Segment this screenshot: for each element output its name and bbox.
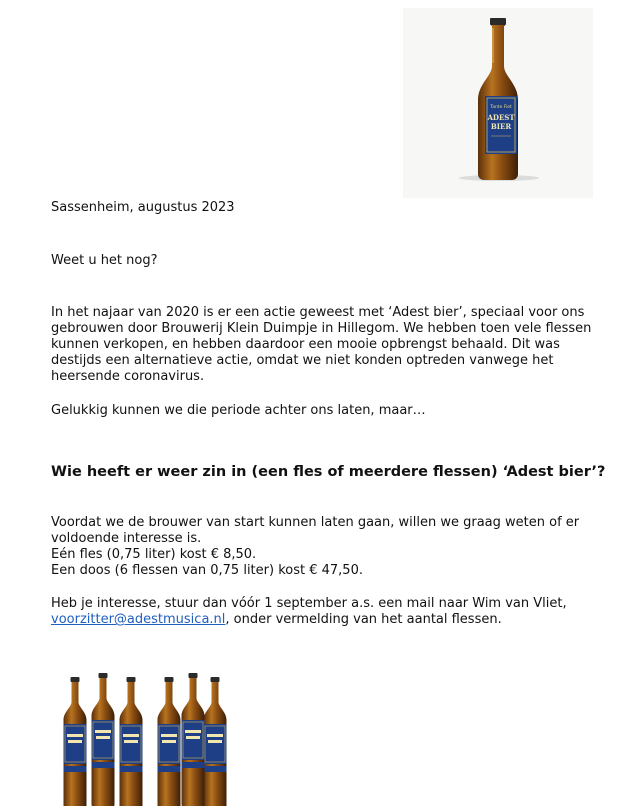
price-box: Een doos (6 flessen van 0,75 liter) kost € 47,50. [51,563,363,578]
contact-rest: , onder vermelding van het aantal flessen. [225,612,502,627]
place-date: Sassenheim, augustus 2023 [51,200,235,215]
details-paragraph [51,515,579,579]
label-line-1: Tante Fiet [490,105,512,110]
intro-line: kunnen verkopen, en hebben daardoor een mooie opbrengst behaald. Dit was [51,337,560,352]
email-link[interactable]: voorzitter@adestmusica.nl [51,612,226,627]
beer-bottle-icon [403,8,593,198]
intro-line: heersende coronavirus. [51,369,205,384]
closing-line: Gelukkig kunnen we die periode achter ons laten, maar… [51,403,426,418]
intro-line: destijds een alternatieve actie, omdat we niet konden optreden vanwege het [51,353,554,368]
question-heading: Weet u het nog? [51,253,158,268]
price-single: Eén fles (0,75 liter) kost € 8,50. [51,547,257,562]
intro-line: In het najaar van 2020 is er een actie geweest met ‘Adest bier’, speciaal voor ons [51,305,585,320]
intro-paragraph [51,305,595,385]
intro-line: gebrouwen door Brouwerij Klein Duimpje in Hillegom. We hebben toen vele flessen [51,321,592,336]
contact-line-2 [51,612,567,628]
details-line: voldoende interesse is. [51,531,202,546]
label-line-3: BIER [490,122,512,131]
headline: Wie heeft er weer zin in (een fles of meerdere flessen) ‘Adest bier’? [51,464,606,480]
label-line-2: ADEST [487,113,515,122]
contact-paragraph [51,596,567,628]
six-beer-bottles-icon [52,668,252,806]
header-bottle-image [403,8,593,198]
footer-bottles-image [52,668,252,806]
details-line: Voordat we de brouwer van start kunnen laten gaan, willen we graag weten of er [51,515,580,530]
contact-line: Heb je interesse, stuur dan vóór 1 september a.s. een mail naar Wim van Vliet, [51,596,567,611]
